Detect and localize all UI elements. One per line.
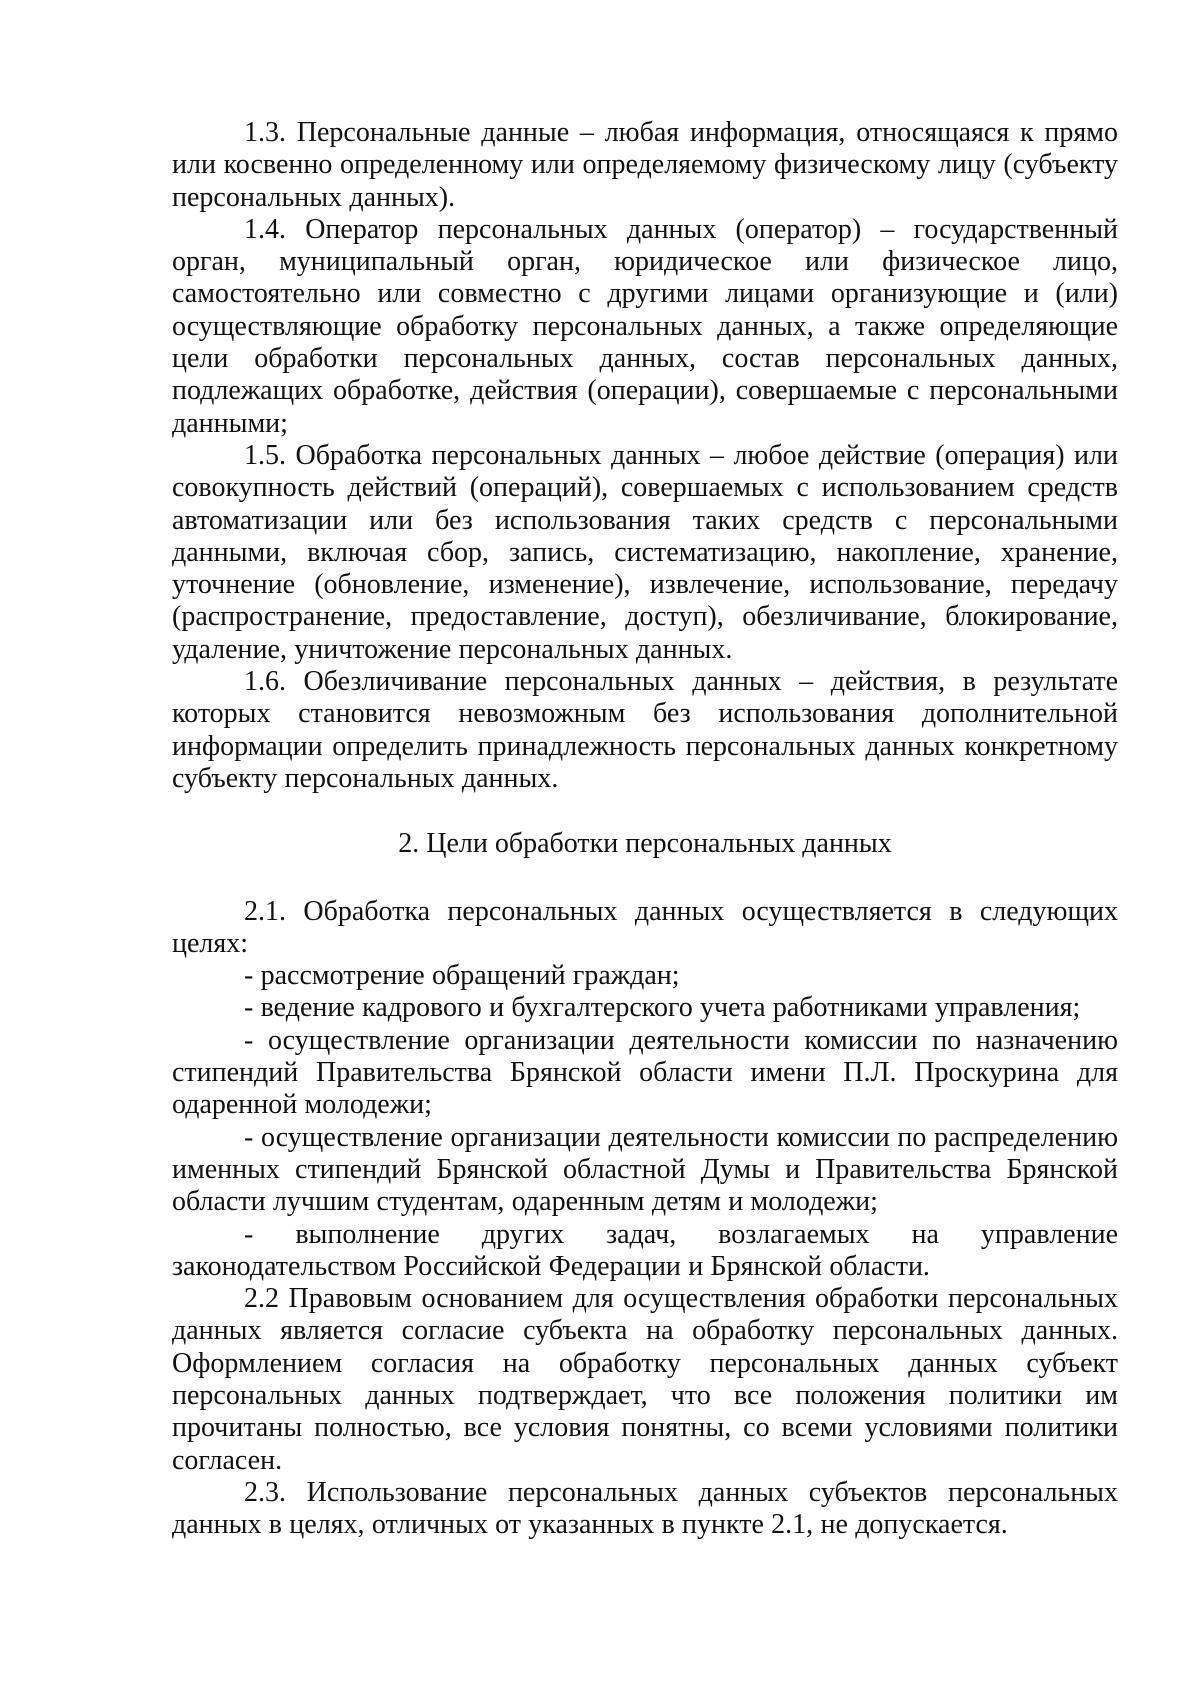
- list-item-3: - осуществление организации деятельности комиссии по назначению стипендий Правительства Брянской области имени П.Л. Проскурина для одаренной молодежи;: [172, 1024, 1118, 1121]
- paragraph-1-3: 1.3. Персональные данные – любая информация, относящаяся к прямо или косвенно определенному или определяемому физическому лицу (субъекту персональных данных).: [172, 117, 1118, 213]
- list-item-4: - осуществление организации деятельности комиссии по распределению именных стипендий Брянской областной Думы и Правительства Брянской области лучшим студентам, одаренным детям и молодежи;: [172, 1121, 1118, 1218]
- paragraph-2-2: 2.2 Правовым основанием для осуществления обработки персональных данных является согласие субъекта на обработку персональных данных. Оформлением согласия на обработку персональных данных субъект персональных данных подтверждает, что все положения политики им прочитаны полностью, все условия понятны, со всеми условиями политики согласен.: [172, 1283, 1118, 1476]
- paragraph-1-6: 1.6. Обезличивание персональных данных – действия, в результате которых становится невозможным без использования дополнительной информации определить принадлежность персональных данных конкретному субъекту персональных данных.: [172, 666, 1118, 794]
- paragraph-1-5: 1.5. Обработка персональных данных – любое действие (операция) или совокупность действий (операций), совершаемых с использованием средств автоматизации или без использования таких средств с персональными данными, включая сбор, запись, систематизацию, накопление, хранение, уточнение (обновление, изменение), извлечение, использование, передачу (распространение, предоставление, доступ), обезличивание, блокирование, удаление, уничтожение персональных данных.: [172, 439, 1118, 665]
- list-item-5: - выполнение других задач, возлагаемых на управление законодательством Российской Федерации и Брянской области.: [172, 1218, 1118, 1282]
- list-item-1: - рассмотрение обращений граждан;: [244, 960, 680, 992]
- section-2-heading: 2. Цели обработки персональных данных: [398, 828, 892, 860]
- paragraph-1-4: 1.4. Оператор персональных данных (оператор) – государственный орган, муниципальный орган, юридическое или физическое лицо, самостоятельно или совместно с другими лицами организующие и (или) осуществляющие обработку персональных данных, а также определяющие цели обработки персональных данных, состав персональных данных, подлежащих обработке, действия (операции), совершаемые с персональными данными;: [172, 213, 1118, 439]
- list-item-2: - ведение кадрового и бухгалтерского учета работниками управления;: [244, 992, 1081, 1024]
- paragraph-2-3: 2.3. Использование персональных данных субъектов персональных данных в целях, отличных от указанных в пункте 2.1, не допускается.: [172, 1476, 1118, 1541]
- paragraph-2-1: 2.1. Обработка персональных данных осуществляется в следующих целях:: [172, 895, 1118, 959]
- document-page: [172, 117, 1118, 1541]
